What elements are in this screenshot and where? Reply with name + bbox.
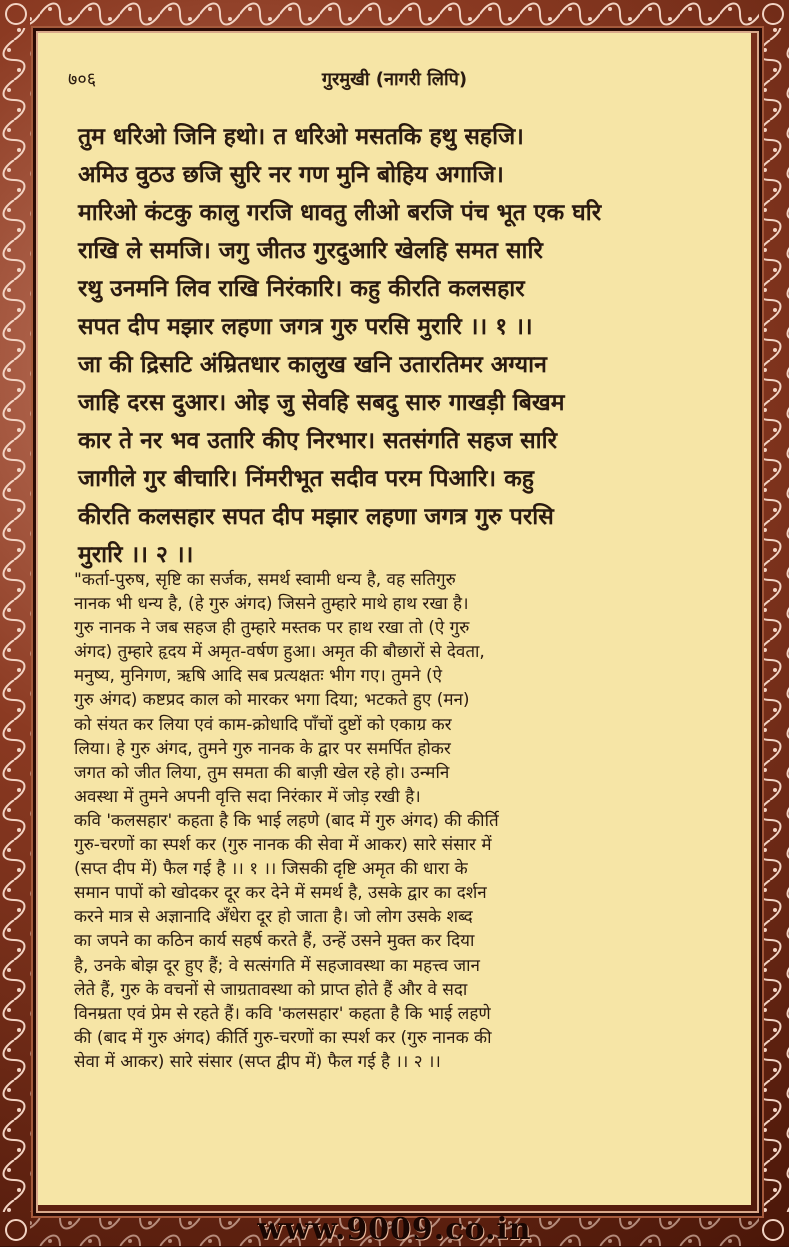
verse-line: जागीले गुर बीचारि। निंमरीभूत सदीव परम पिआरि। कहु xyxy=(78,466,534,492)
commentary-line: गुरु अंगद) कष्टप्रद काल को मारकर भगा दिया; भटकते हुए (मन) xyxy=(74,690,470,711)
verse-line: कार ते नर भव उतारि कीए निरभार। सतसंगति सहज सारि xyxy=(78,428,558,454)
commentary-line: "कर्ता-पुरुष, सृष्टि का सर्जक, समर्थ स्वामी धन्य है, वह सतिगुरु xyxy=(74,570,456,590)
verse-line: जाहि दरस दुआर। ओइ जु सेवहि सबदु सारु गाखड़ी बिखम xyxy=(78,390,565,416)
page-number: ७०६ xyxy=(68,69,97,90)
verse-line: अमिउ वुठउ छजि सुरि नर गण मुनि बोहिय अगाजि। xyxy=(78,162,504,188)
commentary-line: गुरु नानक ने जब सहज ही तुम्हारे मस्तक पर हाथ रखा तो (ऐ गुरु xyxy=(74,618,470,639)
commentary-line: का जपने का कठिन कार्य सहर्ष करते हैं, उन्हें उसने मुक्त कर दिया xyxy=(74,931,475,952)
page-header xyxy=(38,63,751,93)
commentary-line: की (बाद में गुरु अंगद) कीर्ति गुरु-चरणों का स्पर्श कर (गुरु नानक की xyxy=(74,1027,492,1048)
commentary-line: है, उनके बोझ दूर हुए हैं; वे सत्संगति में सहजावस्था का महत्त्व जान xyxy=(74,955,480,976)
commentary-line: समान पापों को खोदकर दूर कर देने में समर्थ है, उसके द्वार का दर्शन xyxy=(74,883,487,904)
commentary-line: अवस्था में तुमने अपनी वृत्ति सदा निरंकार में जोड़ रखी है। xyxy=(74,786,421,807)
verse-line: जा की द्रिसटि अंम्रितधार कालुख खनि उतारतिमर अग्यान xyxy=(78,352,547,378)
verse-line: कीरति कलसहार सपत दीप मझार लहणा जगत्र गुरु परसि xyxy=(78,504,554,530)
commentary-block xyxy=(74,568,730,1074)
verse-line: सपत दीप मझार लहणा जगत्र गुरु परसि मुरारि ।। १ ।। xyxy=(78,314,533,340)
commentary-line: लिया। हे गुरु अंगद, तुमने गुरु नानक के द्वार पर समर्पित होकर xyxy=(74,738,451,759)
verse-line: मारिओ कंटकु कालु गरजि धावतु लीओ बरजि पंच भूत एक घरि xyxy=(78,200,602,226)
commentary-line: मनुष्य, मुनिगण, ऋषि आदि सब प्रत्यक्षतः भीग गए। तुमने (ऐ xyxy=(74,666,442,687)
commentary-line: करने मात्र से अज्ञानादि अँधेरा दूर हो जाता है। जो लोग उसके शब्द xyxy=(74,907,473,928)
commentary-line: को संयत कर लिया एवं काम-क्रोधादि पाँचों दुष्टों को एकाग्र कर xyxy=(74,714,452,735)
verse-block xyxy=(78,118,724,574)
verse-line: रथु उनमनि लिव राखि निरंकारि। कहु कीरति कलसहार xyxy=(78,276,525,302)
commentary-line: विनम्रता एवं प्रेम से रहते हैं। कवि 'कलसहार' कहता है कि भाई लहणे xyxy=(74,1003,491,1024)
verse-line: मुरारि ।। २ ।। xyxy=(78,542,194,568)
commentary-line: नानक भी धन्य है, (हे गुरु अंगद) जिसने तुम्हारे माथे हाथ रखा है। xyxy=(74,594,469,615)
verse-line: राखि ले समजि। जगु जीतउ गुरदुआरि खेलहि समत सारि xyxy=(78,238,543,264)
commentary-line: लेते हैं, गुरु के वचनों से जाग्रतावस्था को प्राप्त होते हैं और वे सदा xyxy=(74,979,468,1000)
commentary-line: जगत को जीत लिया, तुम समता की बाज़ी खेल रहे हो। उन्मनि xyxy=(74,762,450,783)
website-link[interactable]: www.9009.co.in xyxy=(257,1212,532,1247)
page-title: गुरमुखी (नागरी लिपि) xyxy=(321,69,468,90)
verse-line: तुम धरिओ जिनि हथो। त धरिओ मसतकि हथु सहजि। xyxy=(78,124,524,150)
commentary-line: कवि 'कलसहार' कहता है कि भाई लहणे (बाद में गुरु अंगद) की कीर्ति xyxy=(74,810,499,831)
commentary-line: सेवा में आकर) सारे संसार (सप्त द्वीप में) फैल गई है ।। २ ।। xyxy=(74,1051,441,1072)
commentary-line: अंगद) तुम्हारे हृदय में अमृत-वर्षण हुआ। अमृत की बौछारों से देवता, xyxy=(74,642,485,663)
scripture-page xyxy=(38,33,751,1205)
commentary-line: (सप्त दीप में) फैल गई है ।। १ ।। जिसकी दृष्टि अमृत की धारा के xyxy=(74,859,468,880)
footer xyxy=(0,1212,789,1246)
commentary-line: गुरु-चरणों का स्पर्श कर (गुरु नानक की सेवा में आकर) सारे संसार में xyxy=(74,835,492,856)
